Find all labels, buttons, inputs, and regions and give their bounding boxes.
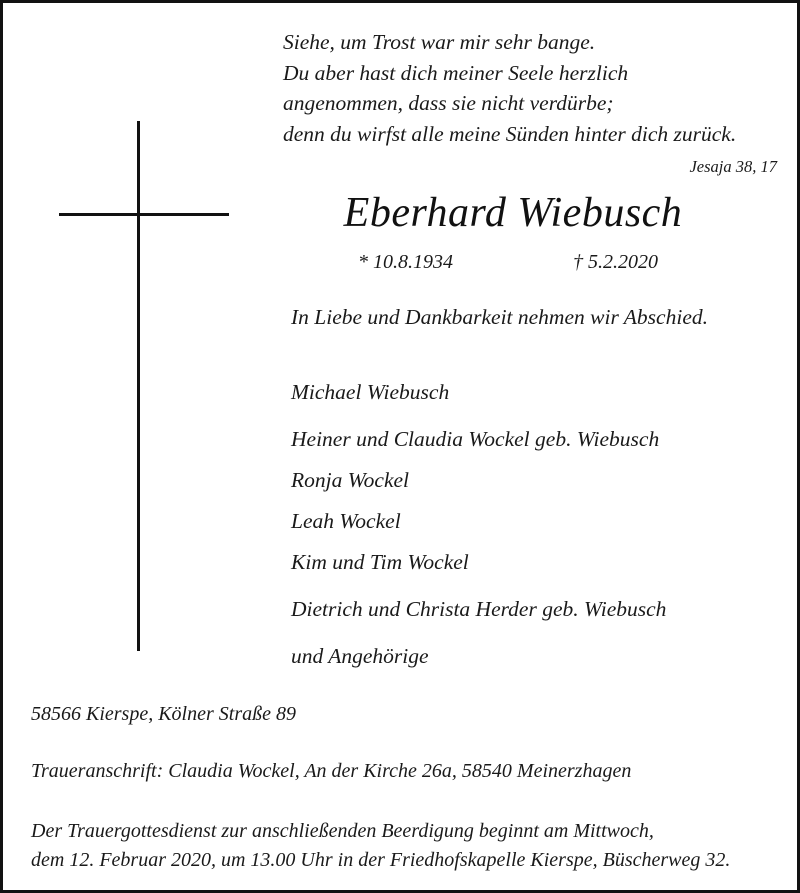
- verse-reference: Jesaja 38, 17: [689, 157, 777, 177]
- verse-line-4: denn du wirfst alle meine Sünden hinter dich zurück.: [283, 121, 737, 146]
- farewell-message: In Liebe und Dankbarkeit nehmen wir Abschied.: [291, 305, 708, 329]
- mourners-list: [291, 380, 791, 685]
- cross-icon: [59, 121, 229, 651]
- service-line-2: dem 12. Februar 2020, um 13.00 Uhr in der Friedhofskapelle Kierspe, Büscherweg 32.: [31, 849, 731, 871]
- cross-vertical-bar: [137, 121, 140, 651]
- list-item: Ronja Wockel: [291, 468, 410, 492]
- condolence-address: Traueranschrift: Claudia Wockel, An der Kirche 26a, 58540 Meinerzhagen: [31, 760, 632, 782]
- list-item: Heiner und Claudia Wockel geb. Wiebusch: [291, 427, 660, 451]
- life-dates: [273, 251, 743, 274]
- list-item: Dietrich und Christa Herder geb. Wiebusch: [291, 597, 667, 621]
- verse-line-1: Siehe, um Trost war mir sehr bange.: [283, 30, 596, 54]
- bible-verse: [283, 27, 783, 178]
- service-line-1: Der Trauergottesdienst zur anschließenden Beerdigung beginnt am Mittwoch,: [31, 820, 654, 842]
- deceased-name: Eberhard Wiebusch: [343, 190, 683, 236]
- death-date: † 5.2.2020: [573, 251, 658, 273]
- list-item: und Angehörige: [291, 644, 429, 668]
- funeral-service-info: [31, 817, 781, 875]
- verse-line-2: Du aber hast dich meiner Seele herzlich: [283, 60, 629, 85]
- cross-horizontal-bar: [59, 213, 229, 216]
- verse-line-3: angenommen, dass sie nicht verdürbe;: [283, 91, 614, 116]
- list-item: Kim und Tim Wockel: [291, 550, 469, 574]
- residence-address: 58566 Kierspe, Kölner Straße 89: [31, 703, 296, 725]
- footer-details: [31, 703, 781, 875]
- list-item: Leah Wockel: [291, 509, 401, 533]
- list-item: Michael Wiebusch: [291, 380, 450, 404]
- birth-date: * 10.8.1934: [358, 251, 453, 273]
